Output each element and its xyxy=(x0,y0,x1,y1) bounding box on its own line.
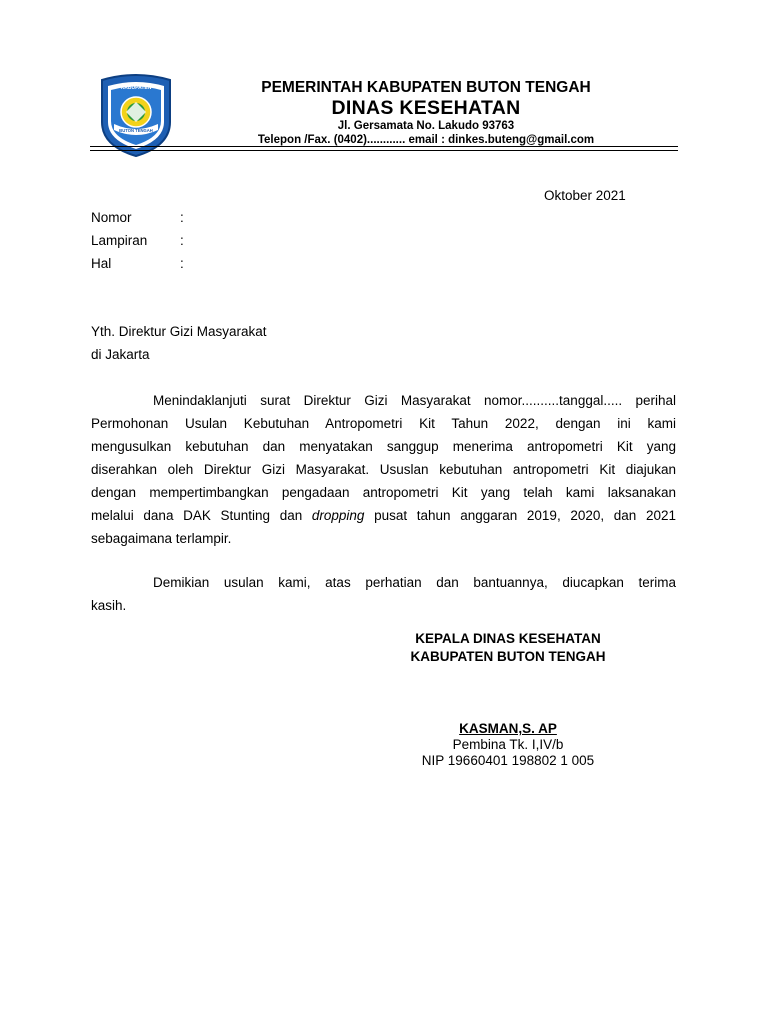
paragraph-1-line: dengan mempertimbangkan pengadaan antropometri Kit yang telah kami laksanakan xyxy=(91,485,676,500)
letterhead xyxy=(176,78,676,147)
government-name: PEMERINTAH KABUPATEN BUTON TENGAH xyxy=(261,79,591,96)
paragraph-2-last-line: kasih. xyxy=(91,598,127,613)
letterhead-divider-thick xyxy=(90,146,678,147)
signatory-name: KASMAN,S. AP xyxy=(459,721,557,736)
paragraph-1-line: Permohonan Usulan Kebutuhan Antropometri Kit Tahun 2022, dengan ini kami xyxy=(91,416,676,431)
recipient-line-2: di Jakarta xyxy=(91,347,150,362)
signature-title xyxy=(380,630,636,666)
paragraph-2-line: Demikian usulan kami, atas perhatian dan bantuannya, diucapkan terima xyxy=(153,575,676,590)
paragraph-1 xyxy=(91,389,676,550)
signature-title-line-1: KEPALA DINAS KESEHATAN xyxy=(415,631,601,646)
logo-bottom-text: BUTON TENGAH xyxy=(119,128,153,133)
paragraph-1-last-line: sebagaimana terlampir. xyxy=(91,531,232,546)
recipient-line-1: Yth. Direktur Gizi Masyarakat xyxy=(91,324,267,339)
office-address: Jl. Gersamata No. Lakudo 93763 xyxy=(337,120,515,132)
paragraph-2 xyxy=(91,571,676,617)
logo-top-text: KABUPATEN xyxy=(120,85,152,91)
paragraph-1-line: Menindaklanjuti surat Direktur Gizi Masyarakat nomor..........tanggal..... perihal xyxy=(153,393,676,408)
meta-label-lampiran: Lampiran xyxy=(91,233,148,248)
paragraph-1-line: diserahkan oleh Direktur Gizi Masyarakat. Ususlan kebutuhan antropometri Kit diajukan xyxy=(91,462,676,477)
paragraph-1-line: mengusulkan kebutuhan dan menyatakan sanggup menerima antropometri Kit yang xyxy=(91,439,676,454)
paragraph-1-line-6-before: melalui dana DAK Stunting dan xyxy=(91,508,312,523)
office-contact: Telepon /Fax. (0402)............ email : dinkes.buteng@gmail.com xyxy=(257,134,595,146)
letterhead-divider-thin xyxy=(90,150,678,151)
meta-sep-hal: : xyxy=(180,256,184,271)
dropping-italic-term: dropping xyxy=(311,508,365,523)
meta-sep-lampiran: : xyxy=(180,233,184,248)
paragraph-1-line-6 xyxy=(91,504,676,527)
meta-label-hal: Hal xyxy=(91,256,112,271)
paragraph-1-line-6-after: pusat tahun anggaran 2019, 2020, dan 2021 xyxy=(364,508,676,523)
signature-title-line-2: KABUPATEN BUTON TENGAH xyxy=(410,649,606,664)
letter-date: Oktober 2021 xyxy=(544,188,626,203)
signatory-rank: Pembina Tk. I,IV/b xyxy=(452,737,564,752)
meta-label-nomor: Nomor xyxy=(91,210,132,225)
signatory-nip: NIP 19660401 198802 1 005 xyxy=(421,753,595,768)
office-name: DINAS KESEHATAN xyxy=(331,97,521,119)
meta-sep-nomor: : xyxy=(180,210,184,225)
